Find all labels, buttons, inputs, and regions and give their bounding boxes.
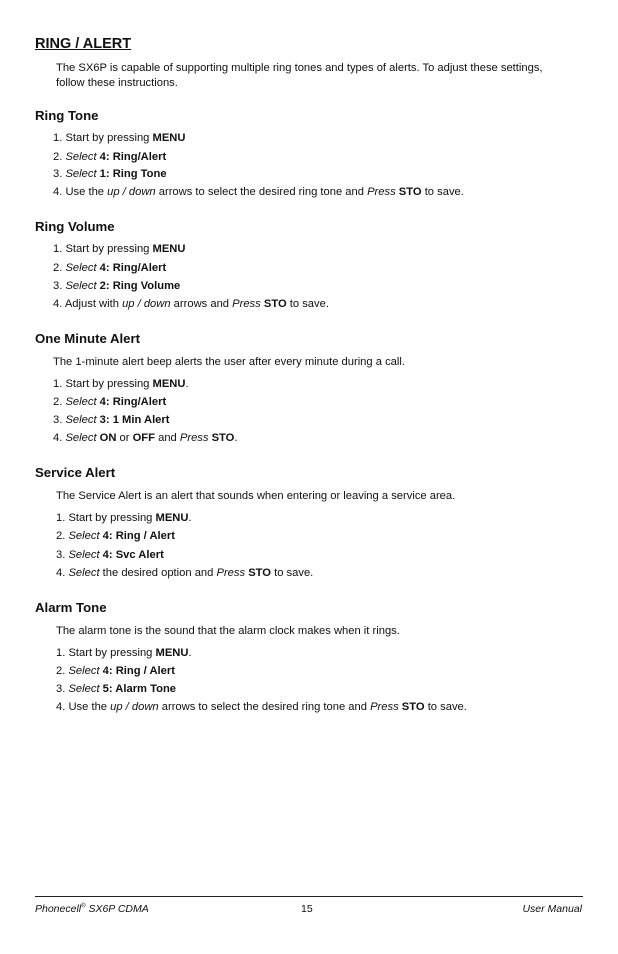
service-alert-description: The Service Alert is an alert that sounds when entering or leaving a service area. (56, 490, 456, 502)
footer-document-name: User Manual (522, 903, 582, 915)
alarm-tone-step-2: 2. Select 4: Ring / Alert (56, 665, 175, 677)
footer-divider (35, 896, 583, 897)
one-minute-alert-description: The 1-minute alert beep alerts the user after every minute during a call. (53, 356, 405, 368)
ring-tone-step-4: 4. Use the up / down arrows to select the desired ring tone and Press STO to save. (53, 186, 464, 198)
page-title: RING / ALERT (35, 36, 132, 52)
one-minute-step-4: 4. Select ON or OFF and Press STO. (53, 432, 238, 444)
alarm-tone-step-1: 1. Start by pressing MENU. (56, 647, 192, 659)
alarm-tone-description: The alarm tone is the sound that the alarm clock makes when it rings. (56, 625, 400, 637)
ring-volume-step-3: 3. Select 2: Ring Volume (53, 280, 181, 292)
one-minute-step-1: 1. Start by pressing MENU. (53, 378, 189, 390)
service-alert-heading: Service Alert (35, 465, 116, 480)
footer-product-name: Phonecell® SX6P CDMA (35, 903, 149, 915)
ring-volume-heading: Ring Volume (35, 219, 115, 234)
ring-tone-step-1: 1. Start by pressing MENU (53, 132, 186, 144)
service-alert-step-3: 3. Select 4: Svc Alert (56, 549, 164, 561)
service-alert-step-1: 1. Start by pressing MENU. (56, 512, 192, 524)
one-minute-alert-heading: One Minute Alert (35, 331, 141, 346)
alarm-tone-step-3: 3. Select 5: Alarm Tone (56, 683, 177, 695)
service-alert-step-2: 2. Select 4: Ring / Alert (56, 530, 175, 542)
intro-paragraph: The SX6P is capable of supporting multiple ring tones and types of alerts. To adjust these settings, follow these instructions. (56, 62, 543, 89)
service-alert-step-4: 4. Select the desired option and Press STO to save. (56, 567, 314, 579)
ring-tone-step-2: 2. Select 4: Ring/Alert (53, 151, 167, 163)
ring-volume-step-2: 2. Select 4: Ring/Alert (53, 262, 167, 274)
ring-volume-step-4: 4. Adjust with up / down arrows and Press STO to save. (53, 298, 329, 310)
ring-tone-heading: Ring Tone (35, 108, 99, 123)
ring-tone-step-3: 3. Select 1: Ring Tone (53, 168, 167, 180)
one-minute-step-2: 2. Select 4: Ring/Alert (53, 396, 167, 408)
alarm-tone-step-4: 4. Use the up / down arrows to select the desired ring tone and Press STO to save. (56, 701, 467, 713)
ring-volume-step-1: 1. Start by pressing MENU (53, 243, 186, 255)
one-minute-step-3: 3. Select 3: 1 Min Alert (53, 414, 170, 426)
alarm-tone-heading: Alarm Tone (35, 600, 107, 615)
footer-page-number: 15 (301, 903, 313, 915)
